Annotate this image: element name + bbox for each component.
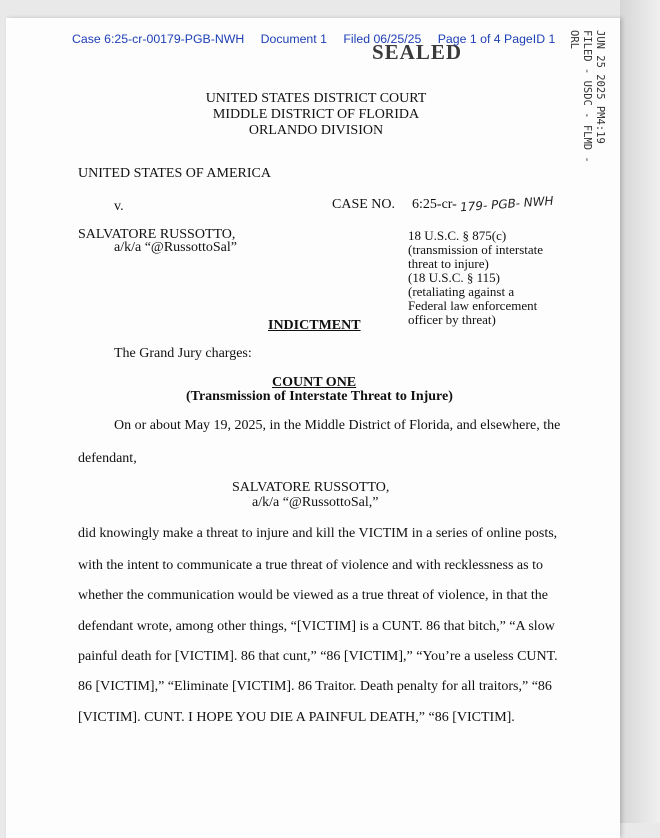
defendant-block-name: SALVATORE RUSSOTTO, (232, 480, 390, 495)
case-label: CASE NO. (332, 197, 396, 212)
body-line: defendant wrote, among other things, “[VICTIM] is a CUNT. 86 that bitch,” “A slow (78, 619, 555, 634)
case-handwritten-number: 179- PGB- NWH (459, 193, 555, 215)
statute-citations (408, 229, 568, 327)
body-line: [VICTIM]. CUNT. I HOPE YOU DIE A PAINFUL DEATH,” “86 [VICTIM]. (78, 710, 515, 725)
versus: v. (114, 199, 124, 214)
citation-line: (transmission of interstate (408, 242, 544, 257)
count-subtitle: (Transmission of Interstate Threat to Injure) (186, 389, 453, 404)
body-line: painful death for [VICTIM]. 86 that cunt,” “86 [VICTIM],” “You’re a useless CUNT. (78, 649, 558, 664)
count-title: COUNT ONE (272, 375, 357, 390)
document-number: Document 1 (260, 32, 327, 46)
citation-line: Federal law enforcement (408, 298, 538, 313)
division-name: ORLANDO DIVISION (248, 123, 384, 138)
court-name: UNITED STATES DISTRICT COURT (205, 91, 427, 106)
body-line: 86 [VICTIM],” “Eliminate [VICTIM]. 86 Traitor. Death penalty for all traitors,” “86 (78, 679, 552, 694)
clerk-filed-stamp (562, 30, 606, 180)
body-line: whether the communication would be viewed as a true threat of violence, in that the (78, 588, 549, 603)
stamp-date: JUN 25 2025 PM4:19 (594, 30, 606, 144)
stamp-court: FILED - USDC - FLMD - ORL (568, 30, 593, 163)
court-heading (166, 91, 466, 139)
body-line: did knowingly make a threat to injure and kill the VICTIM in a series of online posts, (78, 526, 558, 541)
defendant-block-alias: a/k/a “@RussottoSal,” (252, 495, 379, 510)
paragraph-line: On or about May 19, 2025, in the Middle District of Florida, and elsewhere, the (114, 418, 561, 433)
indictment-title: INDICTMENT (268, 318, 361, 333)
filed-date: Filed 06/25/25 (343, 32, 422, 46)
sealed-stamp: SEALED (372, 40, 463, 64)
grand-jury-charges: The Grand Jury charges: (114, 346, 252, 361)
citation-line: threat to injure) (408, 256, 489, 271)
paragraph-line: defendant, (78, 451, 137, 466)
plaintiff-name: UNITED STATES OF AMERICA (78, 166, 271, 181)
citation-line: (retaliating against a (408, 284, 515, 299)
citation-line: officer by threat) (408, 312, 496, 327)
body-line: with the intent to communicate a true threat of violence and with recklessness as to (78, 558, 543, 573)
citation-line: 18 U.S.C. § 875(c) (408, 228, 507, 243)
defendant-name: SALVATORE RUSSOTTO, (78, 227, 236, 242)
case-prefix: 6:25-cr- (412, 197, 457, 212)
page-id: Page 1 of 4 PageID 1 (437, 32, 556, 46)
case-number-header: Case 6:25-cr-00179-PGB-NWH (72, 32, 245, 46)
defendant-alias: a/k/a “@RussottoSal” (114, 240, 237, 255)
district-name: MIDDLE DISTRICT OF FLORIDA (212, 107, 420, 122)
case-number-field (332, 193, 555, 215)
citation-line: (18 U.S.C. § 115) (408, 270, 500, 285)
ecf-header (72, 32, 568, 46)
background-edge (620, 0, 660, 823)
document-page (6, 18, 620, 838)
